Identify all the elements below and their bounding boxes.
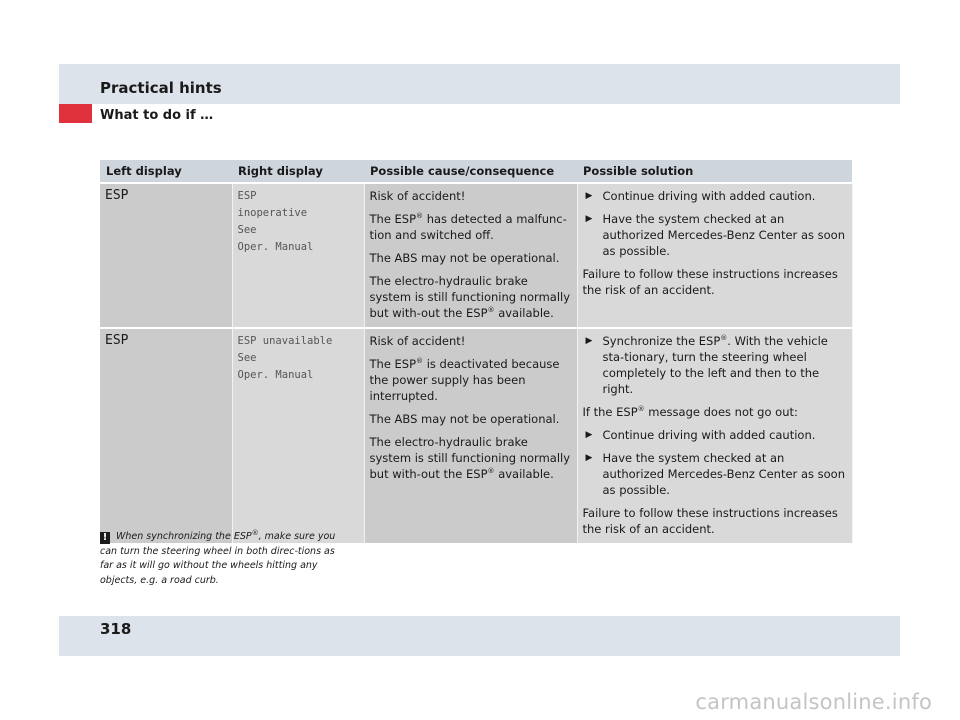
bullet-arrow-icon: ▶ <box>585 453 593 463</box>
cause-cell <box>364 183 577 328</box>
cause-text: Risk of accident! <box>369 189 466 203</box>
registered-mark: ® <box>416 357 424 366</box>
solution-text: Failure to follow these instructions increases the risk of an accident. <box>582 506 838 536</box>
solution-cell <box>577 183 852 328</box>
bullet-arrow-icon: ▶ <box>585 191 593 201</box>
column-header: Left display <box>100 160 232 183</box>
note-text: When synchronizing the ESP <box>116 531 252 542</box>
section-marker <box>59 104 92 123</box>
left-display-text: ESP <box>105 188 129 203</box>
bullet-arrow-icon: ▶ <box>585 214 593 224</box>
table-row <box>100 183 852 328</box>
solution-cell <box>577 328 852 543</box>
solution-step: ▶ Have the system checked at an authorized Mercedes-Benz Center as soon as possible. <box>585 212 845 258</box>
table-header-row <box>100 160 852 183</box>
column-header: Possible cause/consequence <box>364 160 577 183</box>
solution-step: ▶ Continue driving with added caution. <box>585 428 816 442</box>
cause-cell <box>364 328 577 543</box>
solution-text: Failure to follow these instructions increases the risk of an accident. <box>582 267 838 297</box>
column-header: Right display <box>232 160 364 183</box>
subsection-title: What to do if … <box>100 108 214 123</box>
troubleshooting-table <box>100 160 853 543</box>
right-display-text: ESP unavailable See Oper. Manual <box>237 335 333 381</box>
footer-band <box>59 616 900 656</box>
registered-mark: ® <box>720 334 728 343</box>
cause-text: Risk of accident! <box>369 334 466 348</box>
section-title: Practical hints <box>100 79 222 97</box>
registered-mark: ® <box>251 528 259 537</box>
watermark: carmanualsonline.info <box>695 690 932 714</box>
cause-text: The ESP® is deactivated because the power supply has been interrupted. <box>369 357 560 403</box>
column-header: Possible solution <box>577 160 852 183</box>
solution-text: If the ESP® message does not go out: <box>582 405 798 419</box>
bullet-arrow-icon: ▶ <box>585 336 593 346</box>
right-display-text: ESP inoperative See Oper. Manual <box>237 190 314 253</box>
left-display-cell <box>100 183 232 328</box>
registered-mark: ® <box>487 467 495 476</box>
cause-text: The ABS may not be operational. <box>369 412 560 426</box>
registered-mark: ® <box>487 306 495 315</box>
left-display-cell <box>100 328 232 543</box>
cause-text: The ESP® has detected a malfunc-tion and switched off. <box>369 212 567 242</box>
registered-mark: ® <box>637 405 645 414</box>
note-text: , make sure you can turn the steering wheel in both direc-tions as far as it will go without the wheels hitting any objects, e.g. a road curb. <box>100 531 336 586</box>
solution-step: ▶ Have the system checked at an authorized Mercedes-Benz Center as soon as possible. <box>585 451 845 497</box>
solution-step: ▶ Continue driving with added caution. <box>585 189 816 203</box>
left-display-text: ESP <box>105 333 129 348</box>
right-display-cell <box>232 328 364 543</box>
warning-note <box>100 530 345 588</box>
page-number: 318 <box>100 620 132 638</box>
cause-text: The electro-hydraulic brake system is still functioning normally but with-out the ESP® available. <box>369 435 571 481</box>
warning-icon: ! <box>100 532 110 544</box>
cause-text: The ABS may not be operational. <box>369 251 560 265</box>
registered-mark: ® <box>416 212 424 221</box>
right-display-cell <box>232 183 364 328</box>
solution-step: ▶ Synchronize the ESP®. With the vehicle sta-tionary, turn the steering wheel completely to the left and then to the right. <box>585 334 828 396</box>
table-row <box>100 328 852 543</box>
cause-text: The electro-hydraulic brake system is still functioning normally but with-out the ESP® available. <box>369 274 571 320</box>
bullet-arrow-icon: ▶ <box>585 430 593 440</box>
